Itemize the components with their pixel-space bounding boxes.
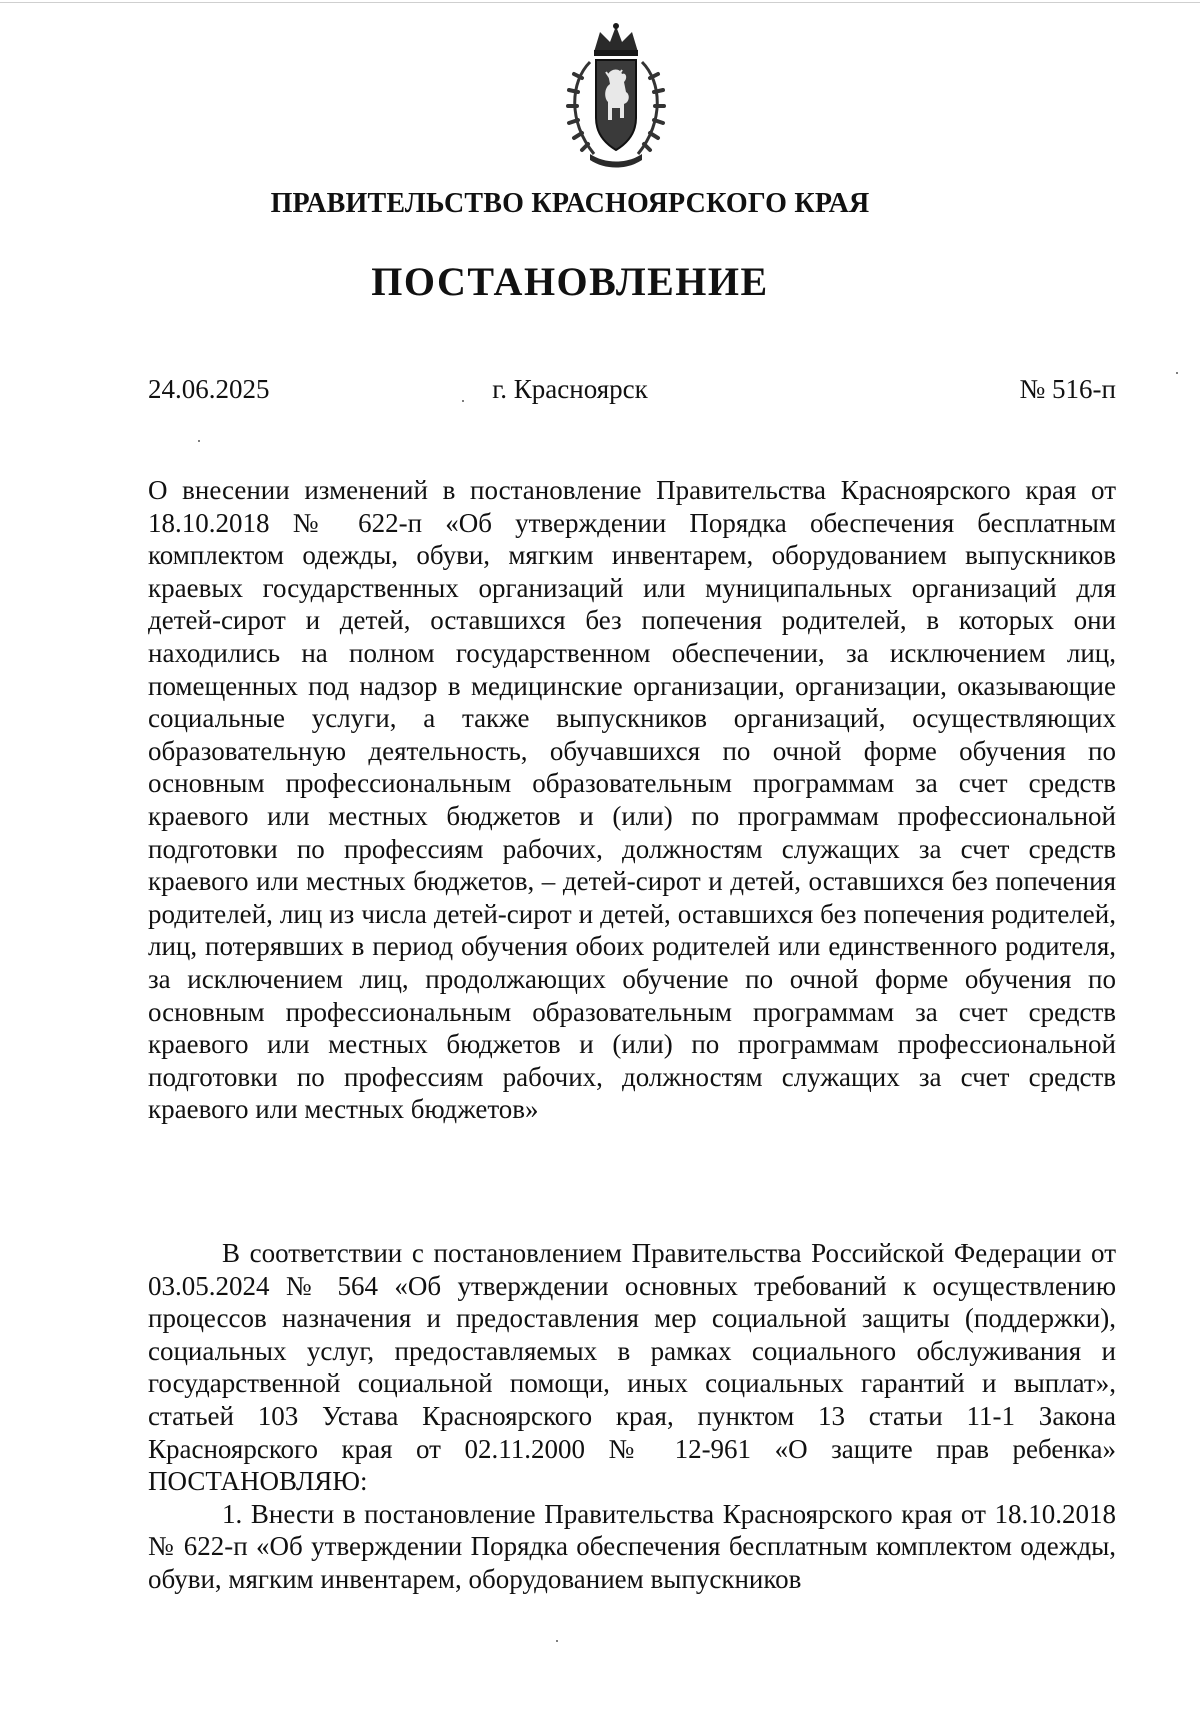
document-body	[148, 1237, 1116, 1596]
document-title: О внесении изменений в постановление Правительства Красноярского края от 18.10.2018 № 622-п «Об утверждении Порядка обеспечения бесплатным комплектом одежды, обуви, мягким инвентарем, оборудованием выпускников краевых государственных организаций или муниципальных организаций для детей-сирот и детей, оставшихся без попечения родителей, в которых они находились на полном государственном обеспечении, за исключением лиц, помещенных под надзор в медицинские организации, организации, оказывающие социальные услуги, а также выпускников организаций, осуществляющих образовательную деятельность, обучавшихся по очной форме обучения по основным профессиональным образовательным программам за счет средств краевого или местных бюджетов и (или) по программам профессиональной подготовки по профессиям рабочих, должностям служащих за счет средств краевого или местных бюджетов, – детей-сирот и детей, оставшихся без попечения родителей, лиц из числа детей-сирот и детей, оставшихся без попечения родителей, лиц, потерявших в период обучения обоих родителей или единственного родителя, за исключением лиц, продолжающих обучение по очной форме обучения по основным профессиональным образовательным программам за счет средств краевого или местных бюджетов и (или) по программам профессиональной подготовки по профессиям рабочих, должностям служащих за счет средств краевого или местных бюджетов»	[148, 475, 1116, 1125]
scan-speck	[1176, 372, 1178, 374]
document-type-heading: ПОСТАНОВЛЕНИЕ	[371, 259, 769, 304]
body-paragraph-1: В соответствии с постановлением Правительства Российской Федерации от 03.05.2024 № 564 «Об утверждении основных требований к осуществлению процессов назначения и предоставления мер социальной защиты (поддержки), социальных услуг, предоставляемых в рамках социального обслуживания и государственной социальной помощи, иных социальных гарантий и выплат», статьей 103 Устава Красноярского края, пунктом 13 статьи 11-1 Закона Красноярского края от 02.11.2000 № 12-961 «О защите прав ребенка» ПОСТАНОВЛЯЮ:	[148, 1238, 1116, 1497]
scan-speck	[198, 440, 200, 442]
body-paragraph-2: 1. Внести в постановление Правительства Красноярского края от 18.10.2018 № 622-п «Об утверждении Порядка обеспечения бесплатным комплектом одежды, обуви, мягким инвентарем, оборудованием выпускников	[148, 1498, 1116, 1594]
organization-heading: ПРАВИТЕЛЬСТВО КРАСНОЯРСКОГО КРАЯ	[270, 188, 870, 219]
document-city: г. Красноярск	[492, 374, 648, 404]
scan-edge-line	[0, 2, 1200, 3]
document-number: № 516-п	[1019, 374, 1116, 404]
scan-speck	[462, 400, 464, 402]
document-date: 24.06.2025	[148, 374, 270, 404]
krasnoyarsk-krai-coat-of-arms-icon	[560, 22, 672, 170]
scan-speck	[556, 1640, 558, 1642]
